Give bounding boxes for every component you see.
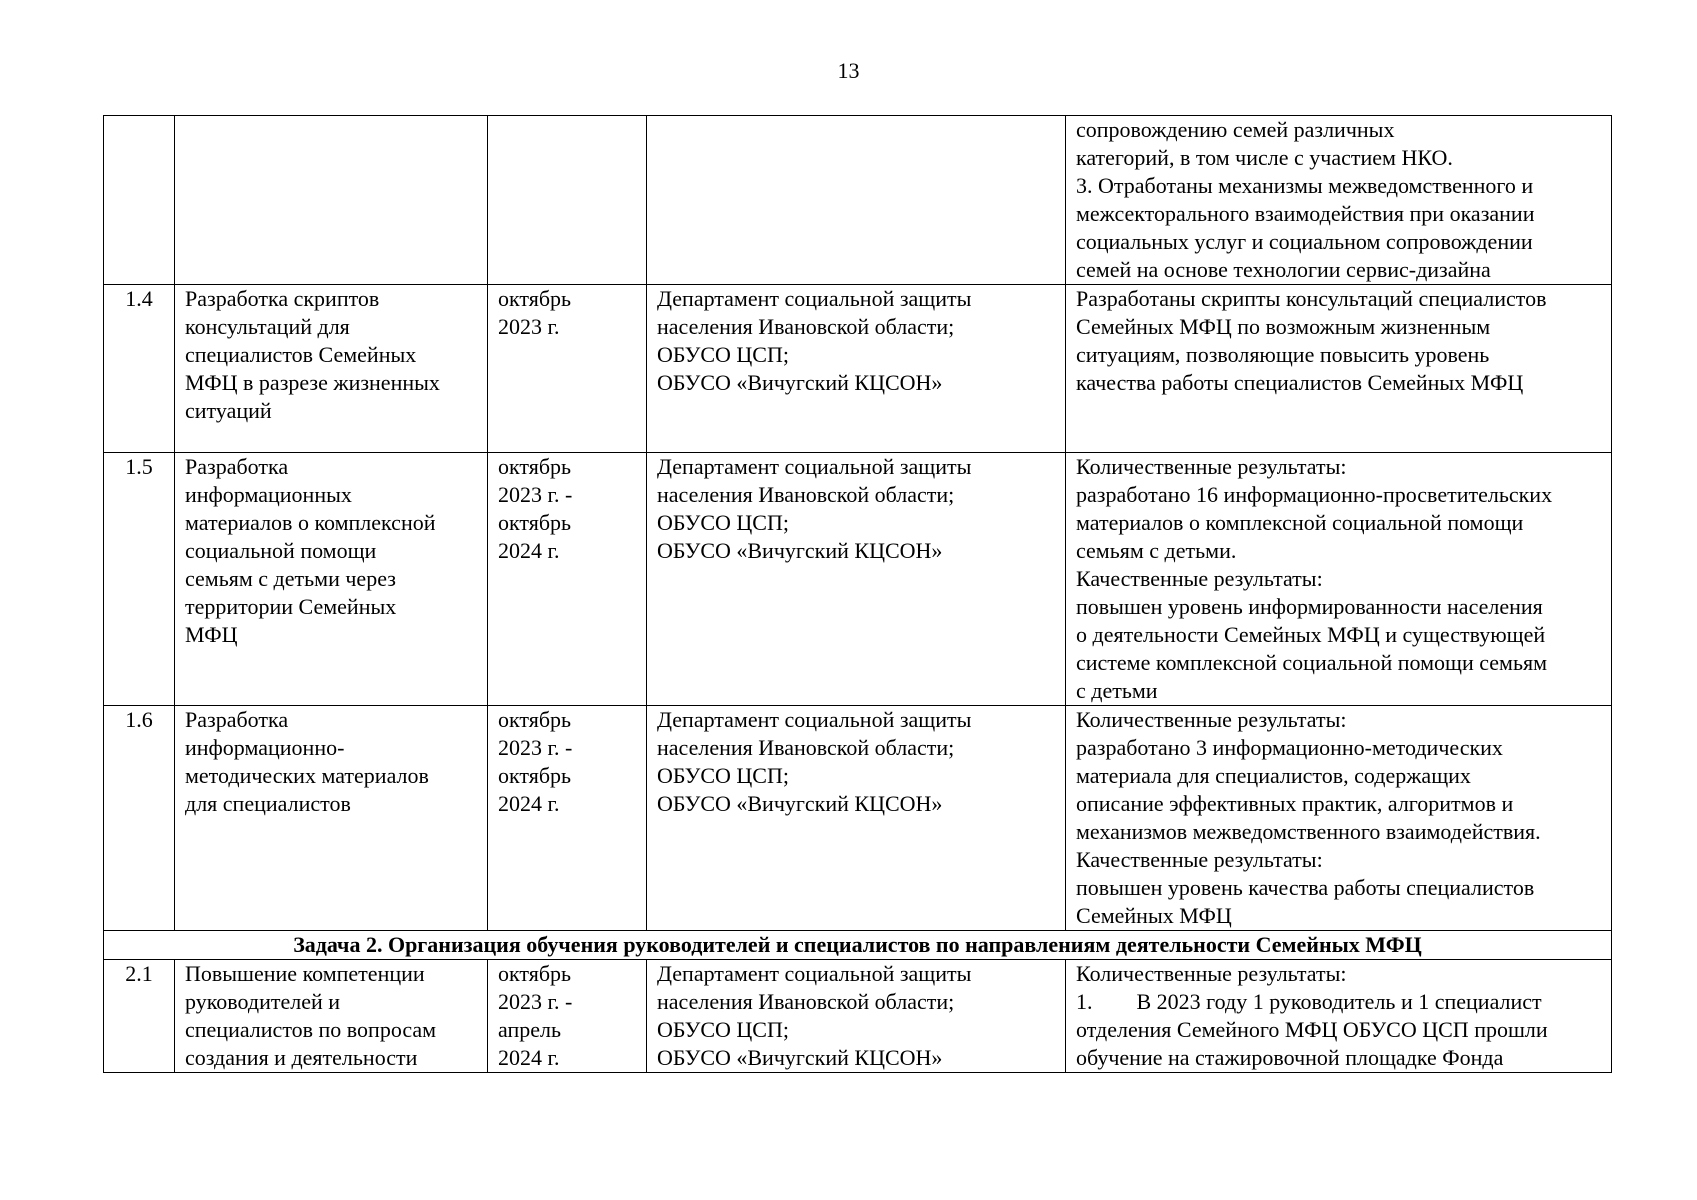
results-line: обучение на стажировочной площадке Фонда: [1076, 1045, 1504, 1070]
period-cell: [488, 116, 647, 285]
table-row: [104, 285, 1612, 453]
results-line: Качественные результаты:: [1076, 566, 1323, 591]
executor-line: Департамент социальной защиты: [657, 286, 972, 311]
activity-name-line: материалов о комплексной: [185, 510, 436, 535]
period-line: 2023 г. -: [498, 482, 573, 507]
row-number: 1.6: [104, 706, 175, 931]
executor-line: ОБУСО «Вичугский КЦСОН»: [657, 1045, 943, 1070]
task-title: Задача 2. Организация обучения руководителей и специалистов по направлениям деятельности Семейных МФЦ: [104, 931, 1612, 960]
executors-cell: [647, 285, 1066, 453]
activities-table: [103, 115, 1612, 1073]
executor-line: Департамент социальной защиты: [657, 454, 972, 479]
activity-name-line: консультаций для: [185, 314, 350, 339]
period-line: октябрь: [498, 707, 572, 732]
period-line: октябрь: [498, 286, 572, 311]
executor-line: населения Ивановской области;: [657, 989, 955, 1014]
activity-name-cell: [175, 285, 488, 453]
executors-cell: [647, 706, 1066, 931]
results-line: 3. Отработаны механизмы межведомственного и: [1076, 173, 1534, 198]
results-line: материала для специалистов, содержащих: [1076, 763, 1471, 788]
table-row: [104, 960, 1612, 1073]
table-row: [104, 706, 1612, 931]
row-number: 1.4: [104, 285, 175, 453]
period-cell: [488, 706, 647, 931]
activity-name-line: Разработка: [185, 707, 289, 732]
results-line: описание эффективных практик, алгоритмов и: [1076, 791, 1514, 816]
row-number: [104, 116, 175, 285]
period-line: апрель: [498, 1017, 562, 1042]
row-number: 2.1: [104, 960, 175, 1073]
results-line: отделения Семейного МФЦ ОБУСО ЦСП прошли: [1076, 1017, 1548, 1042]
activity-name-line: территории Семейных: [185, 594, 397, 619]
activity-name-line: Повышение компетенции: [185, 961, 425, 986]
activity-name-line: руководителей и: [185, 989, 341, 1014]
activity-name-line: информационно-: [185, 735, 345, 760]
activity-name-line: социальной помощи: [185, 538, 377, 563]
results-line: семьям с детьми.: [1076, 538, 1237, 563]
activity-name-line: МФЦ в разрезе жизненных: [185, 370, 440, 395]
results-line: Разработаны скрипты консультаций специалистов: [1076, 286, 1547, 311]
executor-line: населения Ивановской области;: [657, 314, 955, 339]
results-line: механизмов межведомственного взаимодействия.: [1076, 819, 1541, 844]
results-line: 1. В 2023 году 1 руководитель и 1 специалист: [1076, 989, 1542, 1014]
results-cell: [1066, 116, 1612, 285]
results-line: сопровождению семей различных: [1076, 117, 1395, 142]
period-line: 2024 г.: [498, 538, 560, 563]
results-line: системе комплексной социальной помощи семьям: [1076, 650, 1548, 675]
results-line: категорий, в том числе с участием НКО.: [1076, 145, 1453, 170]
results-line: ситуациям, позволяющие повысить уровень: [1076, 342, 1490, 367]
activity-name-line: создания и деятельности: [185, 1045, 418, 1070]
period-line: 2023 г. -: [498, 735, 573, 760]
executor-line: ОБУСО ЦСП;: [657, 510, 789, 535]
period-cell: [488, 453, 647, 706]
activity-name-line: ситуаций: [185, 398, 272, 423]
executor-line: ОБУСО ЦСП;: [657, 342, 789, 367]
results-line: Количественные результаты:: [1076, 961, 1347, 986]
executor-line: ОБУСО «Вичугский КЦСОН»: [657, 538, 943, 563]
activity-name-line: МФЦ: [185, 622, 238, 647]
results-line: семей на основе технологии сервис-дизайна: [1076, 257, 1491, 282]
period-line: октябрь: [498, 510, 572, 535]
results-cell: [1066, 285, 1612, 453]
period-line: 2024 г.: [498, 791, 560, 816]
results-line: разработано 3 информационно-методических: [1076, 735, 1503, 760]
activity-name-cell: [175, 706, 488, 931]
row-number: 1.5: [104, 453, 175, 706]
results-line: межсекторального взаимодействия при оказании: [1076, 201, 1535, 226]
executor-line: ОБУСО «Вичугский КЦСОН»: [657, 370, 943, 395]
activity-name-line: Разработка скриптов: [185, 286, 380, 311]
activity-name-line: Разработка: [185, 454, 289, 479]
activity-name-line: для специалистов: [185, 791, 351, 816]
results-line: Количественные результаты:: [1076, 454, 1347, 479]
activity-name-cell: [175, 960, 488, 1073]
executors-cell: [647, 960, 1066, 1073]
activity-name-line: семьям с детьми через: [185, 566, 396, 591]
period-line: 2023 г. -: [498, 989, 573, 1014]
executors-cell: [647, 116, 1066, 285]
results-cell: [1066, 960, 1612, 1073]
results-line: повышен уровень качества работы специалистов: [1076, 875, 1535, 900]
results-line: социальных услуг и социальном сопровождении: [1076, 229, 1533, 254]
table-row: [104, 453, 1612, 706]
results-line: с детьми: [1076, 678, 1158, 703]
executor-line: Департамент социальной защиты: [657, 707, 972, 732]
period-line: 2024 г.: [498, 1045, 560, 1070]
activity-name-cell: [175, 453, 488, 706]
results-line: качества работы специалистов Семейных МФЦ: [1076, 370, 1524, 395]
page-number: 13: [837, 58, 860, 83]
results-cell: [1066, 453, 1612, 706]
activity-name-line: специалистов Семейных: [185, 342, 417, 367]
executor-line: населения Ивановской области;: [657, 482, 955, 507]
results-line: Качественные результаты:: [1076, 847, 1323, 872]
period-line: 2023 г.: [498, 314, 560, 339]
task-header-row: [104, 931, 1612, 960]
table-row: [104, 116, 1612, 285]
executor-line: ОБУСО ЦСП;: [657, 763, 789, 788]
activity-name-cell: [175, 116, 488, 285]
period-cell: [488, 285, 647, 453]
period-line: октябрь: [498, 454, 572, 479]
results-line: о деятельности Семейных МФЦ и существующей: [1076, 622, 1546, 647]
results-line: Семейных МФЦ по возможным жизненным: [1076, 314, 1491, 339]
results-cell: [1066, 706, 1612, 931]
period-line: октябрь: [498, 763, 572, 788]
period-cell: [488, 960, 647, 1073]
executor-line: ОБУСО ЦСП;: [657, 1017, 789, 1042]
results-line: повышен уровень информированности населения: [1076, 594, 1543, 619]
executor-line: населения Ивановской области;: [657, 735, 955, 760]
results-line: материалов о комплексной социальной помощи: [1076, 510, 1524, 535]
period-line: октябрь: [498, 961, 572, 986]
results-line: Количественные результаты:: [1076, 707, 1347, 732]
executor-line: Департамент социальной защиты: [657, 961, 972, 986]
executors-cell: [647, 453, 1066, 706]
results-line: Семейных МФЦ: [1076, 903, 1232, 928]
activity-name-line: специалистов по вопросам: [185, 1017, 437, 1042]
activity-name-line: информационных: [185, 482, 352, 507]
executor-line: ОБУСО «Вичугский КЦСОН»: [657, 791, 943, 816]
results-line: разработано 16 информационно-просветительских: [1076, 482, 1553, 507]
activity-name-line: методических материалов: [185, 763, 429, 788]
